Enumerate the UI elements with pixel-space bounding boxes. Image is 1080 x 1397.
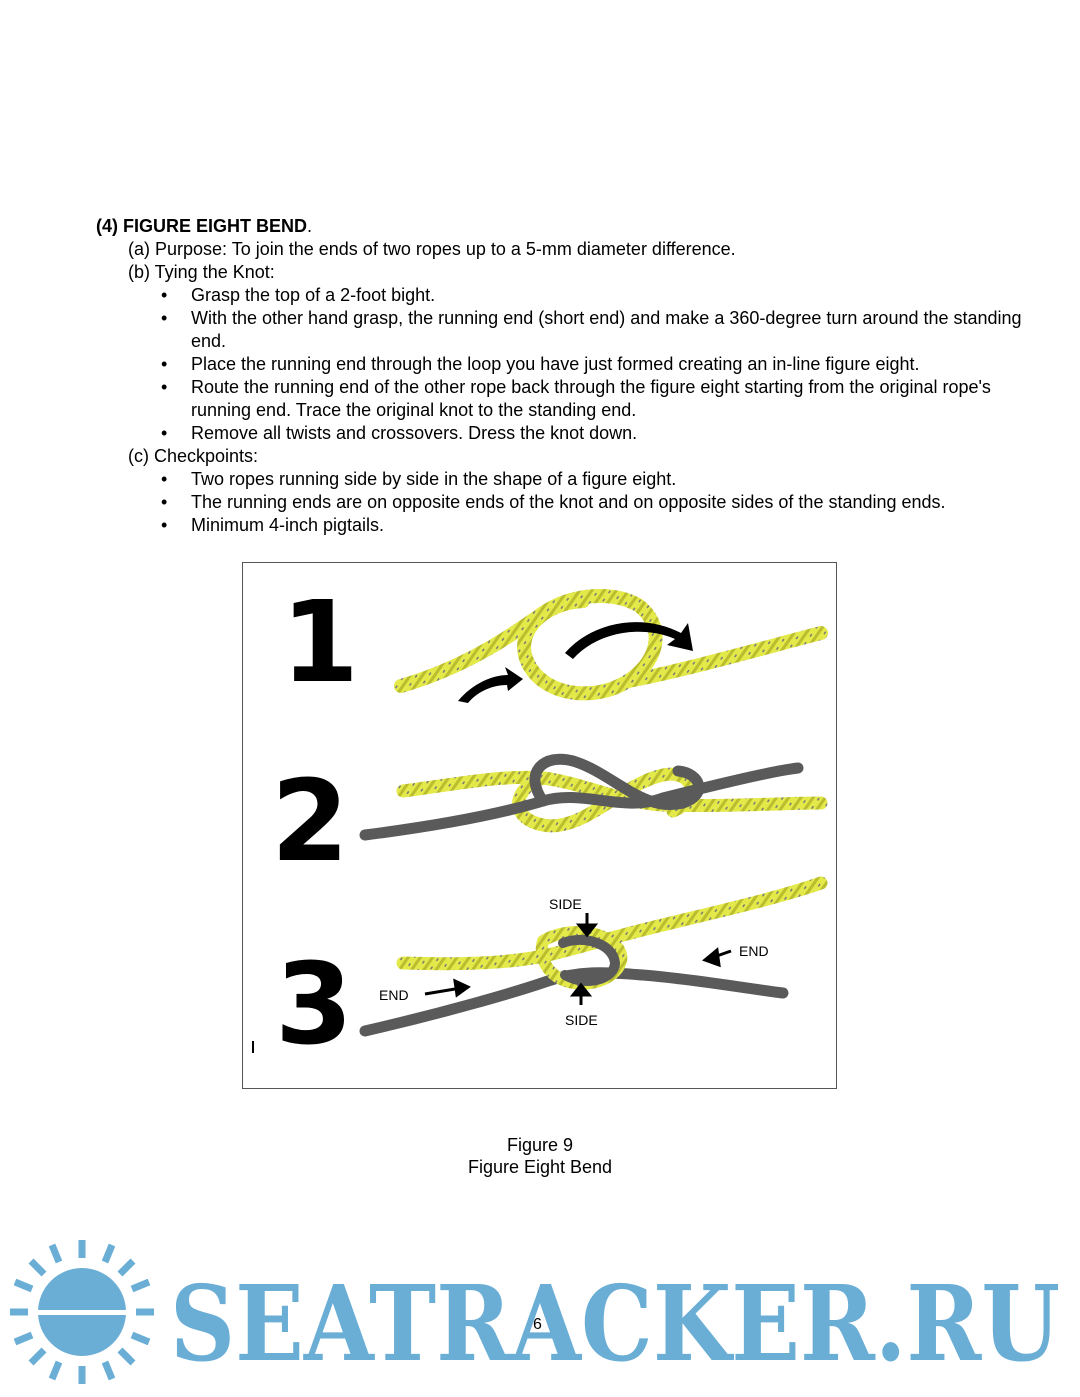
- list-item: • The running ends are on opposite ends of the knot and on opposite sides of the standing ends.: [161, 492, 946, 512]
- figure-caption-number: Figure 9: [506, 1135, 574, 1155]
- list-item: • Grasp the top of a 2-foot bight.: [161, 285, 436, 305]
- knot-figure: [242, 562, 837, 1089]
- step-1-rope: [401, 596, 821, 693]
- step-number-3: 3: [275, 940, 353, 1070]
- side-label-top: SIDE: [549, 896, 582, 912]
- list-item: • With the other hand grasp, the running end (short end) and make a 360-degree turn around the standing end.: [161, 308, 1022, 351]
- tying-heading: (b) Tying the Knot:: [128, 262, 275, 282]
- checkpoints-list: [96, 468, 1026, 537]
- section-heading-bold: (4) FIGURE EIGHT BEND: [96, 216, 308, 236]
- bullet-icon: •: [161, 515, 168, 535]
- bullet-icon: •: [161, 377, 168, 397]
- section-heading-tail: .: [307, 216, 313, 236]
- tying-steps-list: [96, 284, 1026, 445]
- bullet-icon: •: [161, 285, 168, 305]
- step-number-2: 2: [271, 757, 349, 887]
- bullet-icon: •: [161, 308, 168, 328]
- list-item: • Two ropes running side by side in the shape of a figure eight.: [161, 469, 677, 489]
- step-2-ropes: [365, 759, 821, 835]
- bullet-icon: •: [161, 469, 168, 489]
- watermark-text: SEATRACKER.RU: [170, 1262, 1060, 1385]
- figure-caption-title: Figure Eight Bend: [467, 1157, 613, 1177]
- side-label-bottom: SIDE: [565, 1012, 598, 1028]
- purpose-text: (a) Purpose: To join the ends of two ropes up to a 5-mm diameter difference.: [128, 239, 736, 259]
- end-label-left: END: [379, 987, 409, 1003]
- step-number-1: 1: [281, 578, 359, 708]
- section-heading: [96, 215, 1026, 238]
- figure-mark: [252, 1041, 254, 1053]
- list-item: • Route the running end of the other rope back through the figure eight starting from the original rope's running end. Trace the original knot to the standing end.: [161, 377, 991, 420]
- list-item: • Minimum 4-inch pigtails.: [161, 515, 385, 535]
- section-content: [96, 215, 1026, 537]
- list-item: • Place the running end through the loop you have just formed creating an in-line figure eight.: [161, 354, 920, 374]
- bullet-icon: •: [161, 423, 168, 443]
- watermark-logo: [0, 1230, 1080, 1397]
- bullet-icon: •: [161, 492, 168, 512]
- sun-icon: [10, 1240, 154, 1384]
- end-label-right: END: [739, 943, 769, 959]
- checkpoints-heading: (c) Checkpoints:: [128, 446, 259, 466]
- knot-illustration: [243, 563, 836, 1088]
- page-number: 6: [533, 1316, 542, 1333]
- list-item: • Remove all twists and crossovers. Dress the knot down.: [161, 423, 638, 443]
- bullet-icon: •: [161, 354, 168, 374]
